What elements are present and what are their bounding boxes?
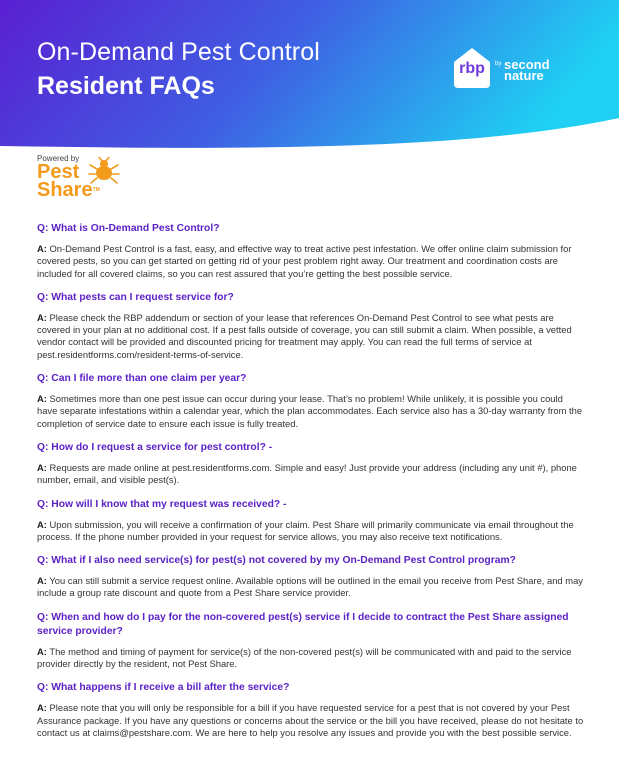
faq-answer <box>37 462 585 487</box>
answer-text: On-Demand Pest Control is a fast, easy, and effective way to treat active pest infestation. We offer online claim submission for covered pests, so you can get started on getting rid of your pest problem right away. Our treatment and coordination costs are included for all covered claims, so you can rest assured that you’re getting the best possible service. <box>37 243 572 279</box>
faq-answer <box>37 702 585 739</box>
faq-question: Q: How will I know that my request was received? - <box>37 498 287 510</box>
answer-prefix: A: <box>37 393 47 405</box>
answer-text: You can still submit a service request online. Available options will be outlined in the email you receive from Pest Share, and may include a group rate discount and quote from a Pest Share service provider. <box>37 575 583 599</box>
second-nature-text: second nature <box>504 57 550 83</box>
answer-prefix: A: <box>37 243 47 254</box>
faq-item <box>37 441 585 487</box>
faq-question: Q: What pests can I request service for? <box>37 291 234 303</box>
answer-prefix: A: <box>37 311 47 323</box>
pest-share-tm: TM <box>92 187 100 193</box>
page-title-line1: On-Demand Pest Control <box>37 38 320 66</box>
faq-answer <box>37 575 585 600</box>
rbp-mark: rbp <box>459 60 485 77</box>
powered-by-text: Powered by <box>37 154 80 163</box>
rbp-second-nature-logo <box>450 44 560 98</box>
bug-icon <box>87 157 121 185</box>
faq-question: Q: What if I also need service(s) for pest(s) not covered by my On-Demand Pest Control program? <box>37 555 516 567</box>
faq-item <box>37 222 585 280</box>
faq-item <box>37 498 585 544</box>
answer-prefix: A: <box>37 702 47 714</box>
header-banner <box>0 0 619 160</box>
faq-answer <box>37 519 585 544</box>
answer-text: Please check the RBP addendum or section of your lease that references On-Demand Pest Control to see what pests are covered in your plan at no additional cost. If a pest falls outside of coverage, you can still submit a claim. When possible, a vetted vendor contact will be provided and discounted pricing for treatment may apply. You can read the full terms of service at pest.residentforms.com/resident-terms-of-service. <box>37 311 572 360</box>
pest-share-line2: Share <box>37 179 93 201</box>
faq-list <box>37 222 585 750</box>
faq-answer <box>37 393 585 430</box>
faq-item <box>37 611 585 671</box>
answer-prefix: A: <box>37 645 47 657</box>
faq-item <box>37 372 585 430</box>
answer-prefix: A: <box>37 461 47 473</box>
faq-question: Q: When and how do I pay for the non-covered pest(s) service if I decide to contract the Pest Share assigned service provider? <box>37 611 569 637</box>
answer-text: Requests are made online at pest.residentforms.com. Simple and easy! Just provide your address (including any unit #), phone number, email, and visible pest(s). <box>37 461 577 486</box>
pest-share-line1: Pest <box>37 161 80 183</box>
faq-item <box>37 554 585 600</box>
faq-question: Q: How do I request a service for pest control? - <box>37 441 273 453</box>
answer-text: The method and timing of payment for service(s) of the non-covered pest(s) will be communicated with and paid to the service provider directly by the resident, not Pest Share. <box>37 645 572 670</box>
answer-text: Sometimes more than one pest issue can occur during your lease. That’s no problem! While unlikely, it is possible you could have separate infestations within a calendar year, which the plan accommodates. Each service also has a 30-day warranty from the completion of service date to ensure each issue is fully treated. <box>37 393 583 429</box>
answer-text: Please note that you will only be responsible for a bill if you have requested service for a pest that is not covered by your Pest Assurance package. If you have any questions or concerns about the service or the bill you have received, please do not hesitate to contact us at claims@pestshare.com. We are here to help you resolve any issues and provide you with the best possible service. <box>37 702 584 738</box>
rbp-by-text: by <box>495 61 502 67</box>
faq-answer <box>37 243 585 280</box>
answer-prefix: A: <box>37 518 47 530</box>
faq-question: Q: What is On-Demand Pest Control? <box>37 223 220 234</box>
answer-prefix: A: <box>37 575 47 587</box>
answer-text: Upon submission, you will receive a confirmation of your claim. Pest Share will primarily communicate via email throughout the process. If the phone number provided in your request for service allows, you may also receive text notifications. <box>37 518 574 542</box>
faq-item <box>37 291 585 361</box>
page-title-line2: Resident FAQs <box>37 72 215 100</box>
faq-item <box>37 681 585 739</box>
faq-answer <box>37 312 585 361</box>
faq-question: Q: What happens if I receive a bill after the service? <box>37 682 290 694</box>
faq-answer <box>37 646 585 671</box>
pest-share-logo <box>37 154 147 206</box>
faq-question: Q: Can I file more than one claim per year? <box>37 373 247 385</box>
